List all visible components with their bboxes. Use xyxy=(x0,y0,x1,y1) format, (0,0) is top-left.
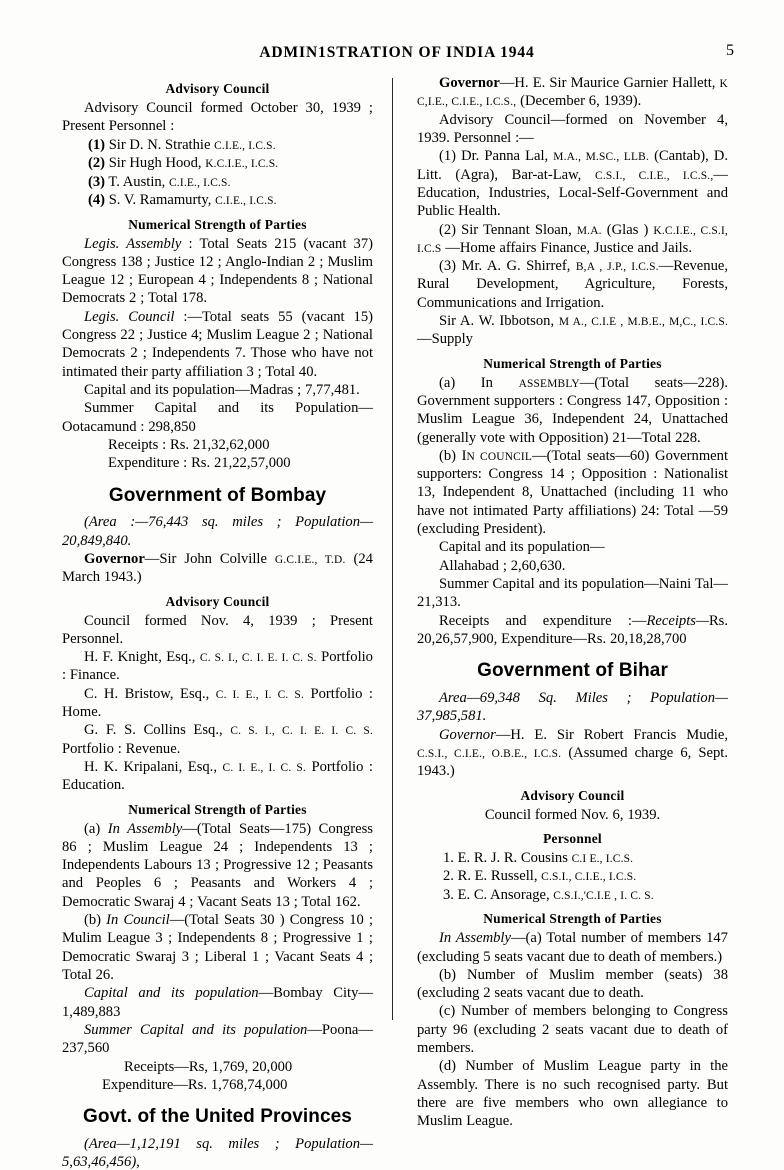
page-number: 5 xyxy=(726,42,734,59)
assembly-caps: ASSEMBLY xyxy=(518,377,580,390)
bihar-governor xyxy=(417,726,728,781)
bombay-governor xyxy=(62,550,373,587)
bombay-advisory-intro: Council formed Nov. 4, 1939 ; Present Personnel. xyxy=(62,612,373,647)
list-item xyxy=(62,154,373,173)
left-column xyxy=(62,74,373,1170)
governor-date: (24 March 1943.) xyxy=(62,551,373,586)
item-name: R. E. Russell, xyxy=(457,868,538,885)
up-assembly-paragraph xyxy=(417,374,728,447)
person-portfolio: —Education, Industries, Local-Self-Government and Public Health. xyxy=(417,166,728,220)
person-name: G. F. S. Collins Esq., xyxy=(84,722,223,739)
madras-capital: Capital and its population—Madras ; 7,77,481. xyxy=(84,382,360,399)
council-text: —(Total Seats 30 ) Congress 10 ; Mulim League 3 ; Independents 8 ; Progressive 1 ; Democratic Swaraj 3 ; Liberal 1 ; Vacant Seats 4 ; Total 26. xyxy=(62,912,373,984)
bombay-personnel-item xyxy=(62,721,373,758)
person-name: Dr. Panna Lal, xyxy=(456,148,549,165)
item-number: (2) xyxy=(88,155,106,172)
madras-expenditure: Expenditure : Rs. 21,22,57,000 xyxy=(108,455,291,472)
item-honours: K.C.I.E., I.C.S. xyxy=(205,158,279,171)
person-name: Sir Tennant Sloan, xyxy=(456,221,572,238)
governor-honours: C.S.I., C.I.E., O.B.E., I.C.S. xyxy=(417,748,562,760)
united-provinces-heading: Govt. of the United Provinces xyxy=(83,1106,352,1128)
item-name: Sir D. N. Strathie xyxy=(108,136,211,153)
bihar-advisory-intro: Council formed Nov. 6, 1939. xyxy=(484,806,661,823)
item-number: 1. xyxy=(443,849,454,866)
up-supply-member xyxy=(417,312,728,349)
up-personnel-item xyxy=(417,257,728,312)
bombay-capital xyxy=(62,984,373,1021)
item-number: (4) xyxy=(88,192,106,209)
person-honours: M A., C.I.E , M.B.E., M,C., I.C.S. xyxy=(558,316,728,329)
item-name: T. Austin, xyxy=(108,173,166,190)
madras-receipts: Receipts : Rs. 21,32,62,000 xyxy=(108,436,270,453)
governor-name: —H. E. Sir Robert Francis Mudie, xyxy=(495,726,728,743)
item-honours: C.S.I.,'C.I.E , I. C. S. xyxy=(553,889,654,902)
item-number: (1) xyxy=(88,136,106,153)
governor-date: (Assumed charge 6, Sept. 1943.) xyxy=(417,745,728,780)
item-name: E. R. J. R. Cousins xyxy=(457,849,568,866)
assembly-text: —(a) Total number of members 147 (excluding 5 seats vacant due to death of members.) xyxy=(417,930,728,965)
summer-capital-label: Summer Capital and its population xyxy=(84,1021,308,1038)
person-honours: C. S. I., C. I. E. I. C. S. xyxy=(230,725,373,738)
bombay-area-population: (Area :—76,443 sq. miles ; Population—20,849,840. xyxy=(62,514,373,549)
person-honours: M.A. xyxy=(576,224,602,237)
page-title: ADMIN1STRATION OF INDIA 1944 xyxy=(259,44,535,61)
madras-advisory-council-heading: Advisory Council xyxy=(165,81,270,96)
bihar-strength-heading: Numerical Strength of Parties xyxy=(483,911,662,927)
person-honours: M.A., M.SC., LLB. xyxy=(553,151,650,164)
list-item xyxy=(417,886,728,905)
bombay-council-paragraph xyxy=(62,911,373,984)
list-item xyxy=(417,867,728,886)
council-caps: N C xyxy=(466,450,488,463)
item-number: 3. xyxy=(443,886,454,903)
person-portfolio: Portfolio : Home. xyxy=(62,685,373,721)
person-detail: (Glas ) xyxy=(601,221,649,238)
item-number: (3) xyxy=(88,173,106,190)
up-council-paragraph xyxy=(417,447,728,539)
receipts-lead: Receipts and expenditure :— xyxy=(439,612,647,629)
united-provinces-area-population: (Area—1,12,191 sq. miles ; Population—5,63,46,456), xyxy=(62,1136,373,1170)
bihar-assembly-paragraph xyxy=(417,929,728,966)
bombay-personnel-item xyxy=(62,758,373,795)
item-name: E. C. Ansorage, xyxy=(457,886,550,903)
assembly-label: Legis. Assembly xyxy=(84,235,182,252)
item-number: (3) xyxy=(439,258,457,275)
receipts-text: Rs. 20,26,57,900, Expenditure—Rs. 20,18,28,700 xyxy=(417,612,728,647)
person-name: H. K. Kripalani, Esq., xyxy=(84,759,217,776)
person-portfolio: Portfolio : Revenue. xyxy=(62,740,181,757)
council-label: Legis. Council xyxy=(84,308,175,325)
council-caps-2: OUNCIL xyxy=(487,450,533,463)
madras-strength-heading: Numerical Strength of Parties xyxy=(128,216,307,232)
assembly-label: In Assembly xyxy=(439,930,511,947)
bombay-advisory-council-heading: Advisory Council xyxy=(165,593,270,609)
council-prefix: (b) I xyxy=(439,447,467,464)
up-personnel-item xyxy=(417,221,728,258)
item-honours: C.S.I., C.I.E., I.C.S. xyxy=(541,871,637,884)
madras-personnel-list xyxy=(62,136,373,210)
assembly-text: —(Total seats—228). Government supporters : Congress 147, Opposition : Muslim League 36, Independent 24, Unattached (generally vote with Opposition) 21—Total 228. xyxy=(417,374,728,446)
governor-date: (December 6, 1939). xyxy=(516,93,642,110)
madras-advisory-intro: Advisory Council formed October 30, 1939 ; Present Personnel : xyxy=(62,99,373,135)
bombay-assembly-paragraph xyxy=(62,820,373,912)
council-prefix: (b) xyxy=(84,912,107,929)
person-honours: C. I. E., I. C. S. xyxy=(222,762,306,775)
capital-label: Capital and its population xyxy=(84,985,259,1002)
bihar-area-population: Area—69,348 Sq. Miles ; Population—37,985,581. xyxy=(417,690,728,725)
bombay-receipts: Receipts—Rs, 1,769, 20,000 xyxy=(124,1058,293,1075)
person-portfolio: —Home affairs Finance, Justice and Jails. xyxy=(441,239,693,256)
list-item xyxy=(62,136,373,155)
bombay-personnel-item xyxy=(62,648,373,685)
list-item xyxy=(417,849,728,868)
bihar-item-b: (b) Number of Muslim member (seats) 38 (excluding 2 seats vacant due to death. xyxy=(417,966,728,1002)
up-capital: Capital and its population— xyxy=(439,539,605,556)
item-name: Sir Hugh Hood, xyxy=(108,155,202,172)
two-column-body xyxy=(62,74,729,1170)
governor-name: —H. E. Sir Maurice Garnier Hallett, xyxy=(499,75,716,91)
person-name: Sir A. W. Ibbotson, xyxy=(439,313,555,330)
madras-summer-capital: Summer Capital and its Population—Ootacamund : 298,850 xyxy=(62,400,373,435)
bombay-expenditure: Expenditure—Rs. 1,768,74,000 xyxy=(102,1076,288,1093)
up-personnel-item xyxy=(417,147,728,220)
capital-text: —Bombay City—1,489,883 xyxy=(62,985,373,1020)
item-name: S. V. Ramamurty, xyxy=(108,192,212,209)
governor-label: Governor xyxy=(439,726,496,743)
person-portfolio: Portfolio : Finance. xyxy=(62,649,373,684)
madras-assembly-paragraph xyxy=(62,235,373,308)
bombay-summer-capital xyxy=(62,1021,373,1058)
assembly-text: : Total Seats 215 (vacant 37) Congress 138 ; Justice 12 ; Anglo-Indian 2 ; Muslim League 12 ; European 4 ; Independents 8 ; National Democrats 2 ; Total 178. xyxy=(62,235,374,307)
bihar-advisory-council-heading: Advisory Council xyxy=(520,787,625,803)
person-portfolio: —Revenue, Rural Development, Agriculture, Forests, Communications and Irrigation. xyxy=(417,258,728,311)
up-strength-heading: Numerical Strength of Parties xyxy=(483,355,662,371)
bihar-personnel-heading: Personnel xyxy=(543,830,602,846)
person-honours-2: C.S.I., C.I.E., I.C.S., xyxy=(595,169,714,182)
up-advisory-intro: Advisory Council—formed on November 4, 1939. Personnel :— xyxy=(417,111,728,146)
person-honours: C. I. E., I. C. S. xyxy=(215,688,304,701)
bombay-government-heading: Government of Bombay xyxy=(108,484,327,506)
person-name: Mr. A. G. Shirref, xyxy=(456,258,571,275)
assembly-prefix: (a) xyxy=(84,820,108,837)
bombay-personnel-item xyxy=(62,685,373,722)
item-number: (1) xyxy=(439,148,457,165)
assembly-text: —(Total Seats—175) Congress 86 ; Muslim League 24 ; Independents 13 ; Independents Labours 13 ; Progressive 12 ; Peasants and Peoples 6 ; Peasants and Workers 4 ; Democratic Swaraj 4 ; Vacant Seats 13 ; Total 162. xyxy=(62,820,373,910)
bihar-item-c: (c) Number of members belonging to Congress party 96 (excluding 2 seats vacant due to death of members. xyxy=(417,1003,728,1057)
bihar-item-d: (d) Number of Muslim League party in the Assembly. There is no such recognised party. But there are five members who own allegiance to Muslim League. xyxy=(417,1058,728,1130)
person-portfolio: —Supply xyxy=(417,331,473,348)
assembly-label: In Assembly xyxy=(107,820,183,837)
person-portfolio: Portfolio : Education. xyxy=(62,759,373,794)
person-honours: C. S. I., C. I. E. I. C. S. xyxy=(199,652,317,665)
governor-label: Governor xyxy=(439,75,500,91)
person-name: C. H. Bristow, Esq., xyxy=(84,685,210,702)
bihar-personnel-list xyxy=(417,849,728,905)
item-number: (2) xyxy=(439,221,457,238)
madras-council-paragraph xyxy=(62,308,373,381)
bombay-strength-heading: Numerical Strength of Parties xyxy=(128,801,307,817)
governor-name: —Sir John Colville xyxy=(144,551,267,568)
governor-label: Governor xyxy=(84,551,145,568)
column-divider-rule xyxy=(392,78,393,1020)
governor-honours: K C,I.E., C.I.E., I.C.S., xyxy=(417,78,728,109)
up-governor-paragraph xyxy=(417,74,728,111)
up-summer-capital: Summer Capital and its population—Naini Tal—21,313. xyxy=(417,576,728,611)
person-detail: (Cantab), D. Litt. (Agra), Bar-at-Law, xyxy=(417,148,729,183)
bihar-government-heading: Government of Bihar xyxy=(477,660,668,682)
up-capital-name: Allahabad ; 2,60,630. xyxy=(439,557,566,574)
council-text: :—Total seats 55 (vacant 15) Congress 22 ; Justice 4; Muslim League 2 ; National Democrats 2 ; Independents 7. Those who have not intimated their party affiliation 3 ; Total 40. xyxy=(62,308,373,380)
governor-honours: G.C.I.E., T.D. xyxy=(274,554,346,567)
item-honours: C.I.E., I.C.S. xyxy=(215,195,277,208)
council-text: —(Total seats—60) Government supporters: Congress 14 ; Opposition : Nationalist 13, Independent 8, Unattached (including 11 who have not intimated Party affiliations) 24: Total —59 (excluding President). xyxy=(417,447,728,538)
item-honours: C.I E., I.C.S. xyxy=(571,852,634,865)
up-receipts-expenditure xyxy=(417,612,728,649)
council-label: In Council xyxy=(106,912,170,929)
right-column xyxy=(417,74,728,1131)
item-number: 2. xyxy=(443,868,454,885)
item-honours: C.I.E., I.C.S. xyxy=(214,139,276,152)
person-honours: B,A , J.P., I.C.S. xyxy=(575,261,659,274)
person-name: H. F. Knight, Esq., xyxy=(84,649,196,666)
running-head xyxy=(60,44,734,66)
list-item xyxy=(62,191,373,210)
list-item xyxy=(62,173,373,192)
receipts-label: Receipts— xyxy=(646,612,709,629)
summer-capital-text: —Poona—237,560 xyxy=(62,1021,373,1057)
item-honours: C.I.E., I.C.S. xyxy=(168,176,231,189)
assembly-prefix: (a) In xyxy=(439,374,519,391)
person-honours-2: K.C.I.E., C.S.I, I.C.S xyxy=(417,224,728,255)
